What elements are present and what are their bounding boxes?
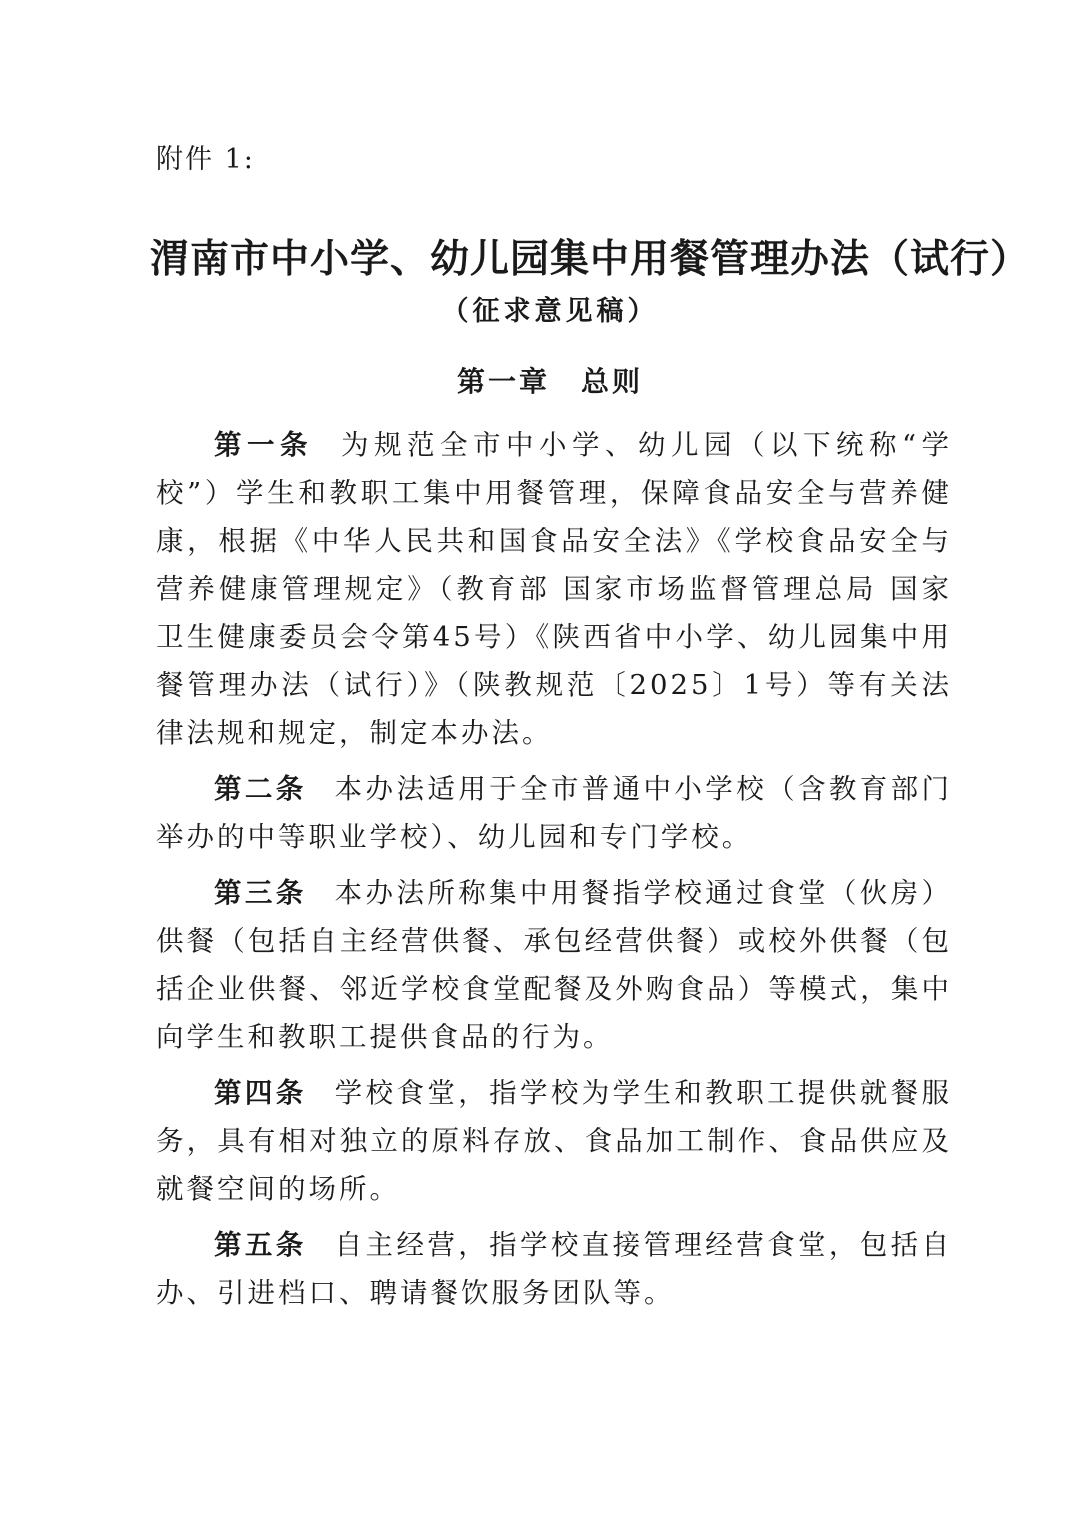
article-3 [156,869,952,1061]
article-text: 本办法所称集中用餐指学校通过食堂（伙房）供餐（包括自主经营供餐、承包经营供餐）或校外供餐（包括企业供餐、邻近学校食堂配餐及外购食品）等模式，集中向学生和教职工提供食品的行为。 [156,877,953,1053]
article-text: 学校食堂，指学校为学生和教职工提供就餐服务，具有相对独立的原料存放、食品加工制作、食品供应及就餐空间的场所。 [156,1077,953,1205]
article-label: 第三条 [214,877,307,909]
article-label: 第五条 [214,1229,307,1261]
attachment-label: 附件 1: [156,144,255,175]
article-1 [156,421,952,757]
article-5 [156,1221,952,1317]
article-4 [156,1069,952,1213]
article-text: 为规范全市中小学、幼儿园（以下统称“学校”）学生和教职工集中用餐管理，保障食品安全与营养健康，根据《中华人民共和国食品安全法》《学校食品安全与营养健康管理规定》（教育部 国家市场监督管理总局 国家卫生健康委员会令第45号）《陕西省中小学、幼儿园集中用餐管理办法（试行）》（陕教规范〔2025〕1号）等有关法律法规和规定，制定本办法。 [156,429,953,749]
document-subtitle: （征求意见稿） [441,296,659,327]
article-label: 第二条 [214,773,307,805]
articles-section [156,421,952,1325]
article-label: 第一条 [214,429,313,461]
article-label: 第四条 [214,1077,307,1109]
document-title: 渭南市中小学、幼儿园集中用餐管理办法（试行） [150,237,1031,282]
article-text: 自主经营，指学校直接管理经营食堂，包括自办、引进档口、聘请餐饮服务团队等。 [156,1229,953,1309]
chapter-heading: 第一章 总则 [456,365,643,398]
article-text: 本办法适用于全市普通中小学校（含教育部门举办的中等职业学校）、幼儿园和专门学校。 [156,773,953,853]
article-2 [156,765,952,861]
